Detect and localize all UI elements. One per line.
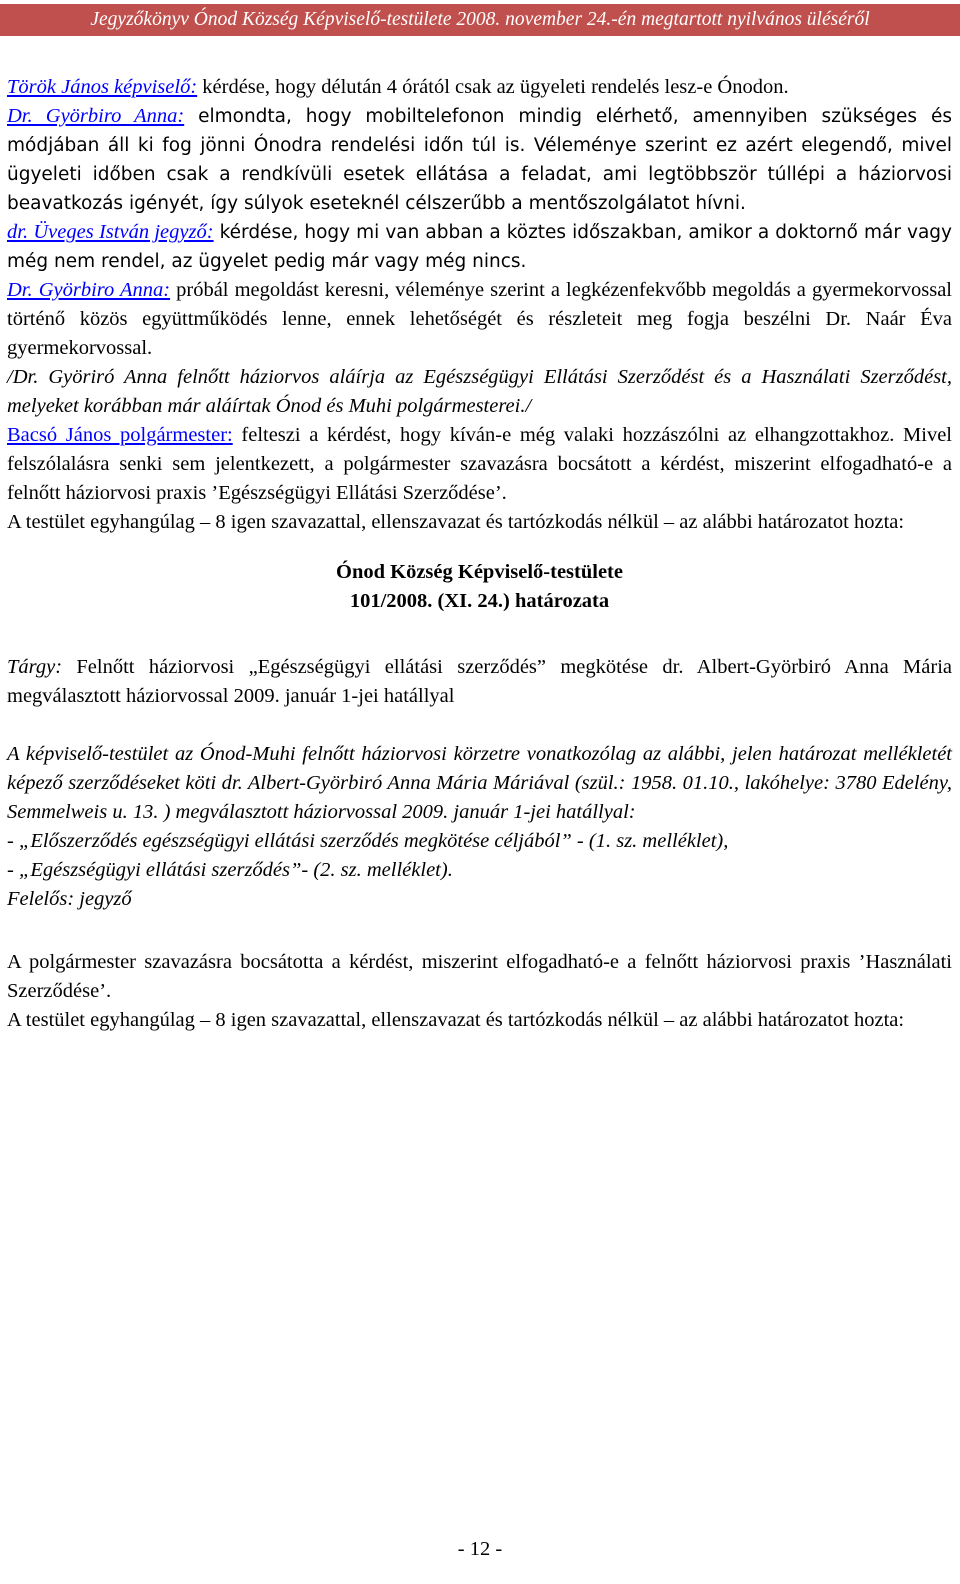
paragraph-torok bbox=[7, 73, 952, 102]
paragraph-bacso bbox=[7, 421, 952, 508]
header-title: Jegyzőkönyv Ónod Község Képviselő-testülete 2008. november 24.-én megtartott nyilvános üléséről bbox=[90, 9, 870, 30]
resolution-body: A képviselő-testület az Ónod-Muhi felnőtt háziorvosi körzetre vonatkozólag az alábbi, jelen határozat mellékletét képező szerződéseket köti dr. Albert-Györbiró Anna Mária Máriával (szül.: 1958. 01.10., lakóhelye: 3780 Edelény, Semmelweis u. 13. ) megválasztott háziorvossal 2009. január 1-jei hatállyal: bbox=[7, 743, 952, 823]
paragraph-uveges bbox=[7, 218, 952, 276]
closing-paragraph-2: A testület egyhangúlag – 8 igen szavazattal, ellenszavazat és tartózkodás nélkül – az alábbi határozatot hozta: bbox=[7, 1009, 905, 1031]
paragraph-gyorbiro-1 bbox=[7, 102, 952, 218]
paragraph-gyorbiro-1-sans-text: elmondta, hogy mobiltelefonon mindig elérhető, amennyiben szükséges és módjában áll ki fog jönni Ónodra rendelési időn túl is. bbox=[7, 106, 952, 156]
closing-paragraph-1: A polgármester szavazásra bocsátotta a kérdést, miszerint elfogadható-e a felnőtt háziorvosi praxis ’Használati Szerződése’. bbox=[7, 951, 952, 1002]
resolution-subject-text: Felnőtt háziorvosi „Egészségügyi ellátási szerződés” megkötése dr. Albert-Györbiró Anna Mária megválasztott háziorvossal 2009. január 1-jei hatállyal bbox=[7, 656, 952, 707]
page-header bbox=[0, 4, 960, 36]
document-body bbox=[7, 73, 952, 1035]
speaker-torok: Török János képviselő: bbox=[7, 76, 198, 98]
speaker-gyorbiro-2: Dr. Györbiro Anna: bbox=[7, 279, 171, 301]
paragraph-bacso-text: felteszi a kérdést, hogy kíván-e még valaki hozzászólni az elhangzottakhoz. Mivel felszólalásra senki sem jelentkezett, a polgármester szavazásra bocsátott a kérdést, miszerint elfogadható-e a felnőtt háziorvosi praxis ’Egészségügyi Ellátási Szerződése’. bbox=[7, 424, 952, 504]
resolution-subject bbox=[7, 653, 952, 711]
paragraph-torok-text: kérdése, hogy délután 4 órától csak az ügyeleti rendelés lesz-e Ónodon. bbox=[197, 76, 789, 98]
speaker-gyorbiro-1: Dr. Györbiro Anna: bbox=[7, 105, 185, 127]
paragraph-signing-note: /Dr. Györiró Anna felnőtt háziorvos aláírja az Egészségügyi Ellátási Szerződést és a Használati Szerződést, melyeket korábban már aláírtak Ónod és Muhi polgármesterei./ bbox=[7, 366, 952, 417]
resolution-title-line2: 101/2008. (XI. 24.) határozata bbox=[349, 590, 610, 612]
paragraph-uveges-text: kérdése, hogy mi van abban a köztes időszakban, amikor a doktornő már vagy még nem rendel, az ügyelet pedig már vagy még nincs. bbox=[7, 222, 952, 272]
resolution-item-2: - „Egészségügyi ellátási szerződés”- (2. sz. melléklet). bbox=[7, 859, 453, 881]
speaker-bacso: Bacsó János polgármester: bbox=[7, 424, 233, 446]
resolution-title-line1: Ónod Község Képviselő-testülete bbox=[336, 561, 623, 583]
paragraph-gyorbiro-2-text: próbál megoldást keresni, véleménye szerint a legkézenfekvőbb megoldás a gyermekorvossal történő közös együttműködés lenne, ennek lehetőségét és részleteit meg fogja beszélni Dr. Naár Éva gyermekorvossal. bbox=[7, 279, 952, 359]
resolution-heading bbox=[7, 558, 952, 616]
resolution-responsible: Felelős: jegyző bbox=[7, 888, 132, 910]
resolution-item-1: - „Előszerződés egészségügyi ellátási szerződés megkötése céljából” - (1. sz. melléklet), bbox=[7, 830, 729, 852]
page-number: - 12 - bbox=[457, 1538, 503, 1560]
resolution-subject-label: Tárgy: bbox=[7, 656, 63, 678]
speaker-uveges: dr. Üveges István jegyző: bbox=[7, 221, 214, 243]
paragraph-vote-1: A testület egyhangúlag – 8 igen szavazattal, ellenszavazat és tartózkodás nélkül – az alábbi határozatot hozta: bbox=[7, 511, 905, 533]
paragraph-gyorbiro-1-text: Véleménye szerint ez azért elegendő, mivel ügyeleti időben csak a rendkívüli esetek ellátása a feladat, ami legtöbbször túllépi a háziorvosi beavatkozás igényét, így súlyok eseteknél célszerűbb a mentőszolgálatot hívni. bbox=[7, 135, 952, 214]
paragraph-gyorbiro-2 bbox=[7, 276, 952, 363]
